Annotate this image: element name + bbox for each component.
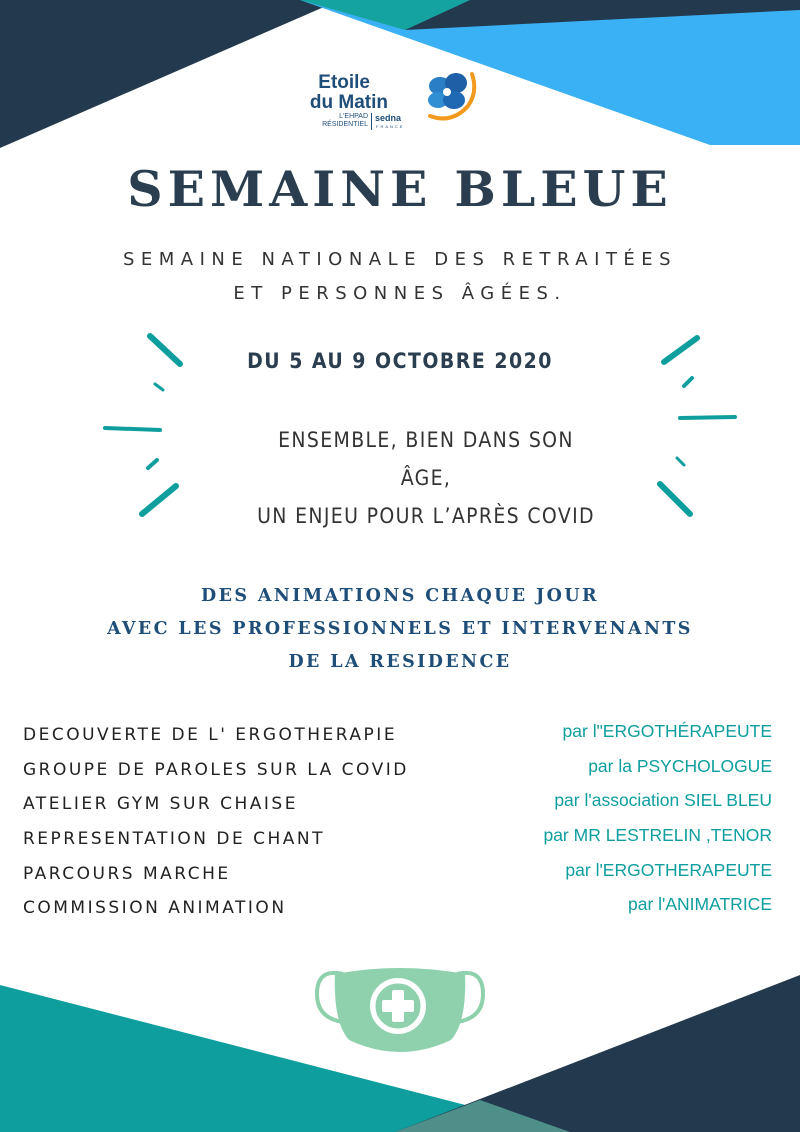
activity-host: par l'ANIMATRICE [627, 894, 772, 915]
top-left-navy-triangle [0, 0, 340, 148]
activity-name: PARCOURS MARCHE [23, 863, 231, 884]
activity-name: ATELIER GYM SUR CHAISE [23, 794, 298, 815]
activity-host: par MR LESTRELIN ,TENOR [543, 825, 772, 846]
activity-name: DECOUVERTE DE L' ERGOTHERAPIE [23, 725, 398, 745]
event-dates: DU 5 AU 9 OCTOBRE 2020 [247, 349, 553, 373]
animations-heading [0, 580, 800, 679]
activities-list [23, 718, 493, 926]
animations-line3: DE LA RESIDENCE [288, 652, 512, 672]
activity-host: par l"ERGOTHÉRAPEUTE [562, 721, 772, 741]
activity-name: REPRESENTATION DE CHANT [23, 829, 325, 850]
subtitle-line1: SEMAINE NATIONALE DES RETRAITÉES [122, 249, 678, 270]
motto-line1: ENSEMBLE, BIEN DANS SON ÂGE, [278, 428, 574, 490]
activity-hosts-list [472, 714, 772, 922]
logo-name-line2: du Matin [309, 92, 388, 113]
logo-tagline-line2: RÉSIDENTIEL [322, 121, 368, 128]
logo-group: sedna [375, 113, 402, 123]
logo [309, 66, 488, 136]
logo-tagline [322, 113, 368, 129]
logo-group-country: FRANCE [376, 124, 405, 129]
medical-mask-icon [313, 960, 487, 1070]
logo-name-line1: Etoile [318, 72, 370, 93]
animations-line2: AVEC LES PROFESSIONNELS ET INTERVENANTS [107, 619, 693, 639]
logo-tagline-line1: L'EHPAD [339, 113, 368, 120]
activity-host: par l'association SIEL BLEU [554, 790, 772, 811]
logo-separator [371, 113, 372, 130]
page-title: SEMAINE BLEUE [127, 160, 673, 218]
animations-line1: DES ANIMATIONS CHAQUE JOUR [201, 586, 599, 606]
subtitle [0, 243, 800, 311]
motto [255, 421, 597, 535]
motto-line2: UN ENJEU POUR L’APRÈS COVID [257, 504, 595, 528]
activity-name: GROUPE DE PAROLES SUR LA COVID [23, 759, 409, 780]
activity-host: par l'ERGOTHERAPEUTE [565, 859, 772, 880]
flower-logo-icon [422, 66, 482, 124]
subtitle-line2: ET PERSONNES ÂGÉES. [233, 283, 567, 304]
activity-host: par la PSYCHOLOGUE [588, 755, 772, 776]
activity-name: COMMISSION ANIMATION [23, 898, 287, 919]
